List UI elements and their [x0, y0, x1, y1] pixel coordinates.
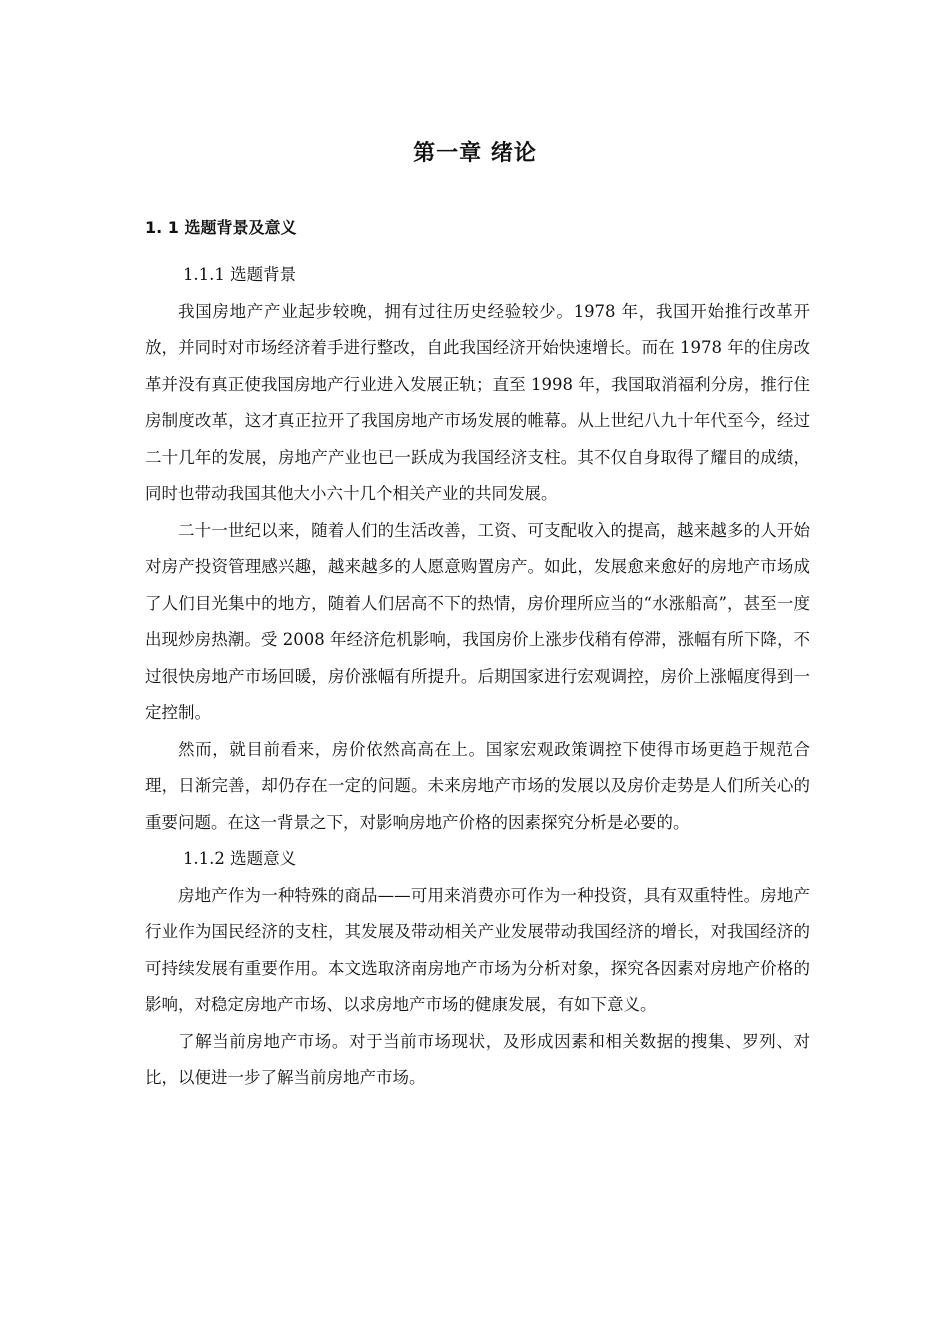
paragraph-5: 了解当前房地产市场。对于当前市场现状，及形成因素和相关数据的搜集、罗列、对比，以便进一步了解当前房地产市场。: [145, 1031, 810, 1087]
subsection-heading-background: 1.1.1 选题背景: [182, 265, 297, 284]
paragraph-1: 我国房地产产业起步较晚，拥有过往历史经验较少。1978 年，我国开始推行改革开放，并同时对市场经济着手进行整改，自此我国经济开始快速增长。而在 1978 年的住房改革并没有真正使我国房地产行业进入发展正轨；直至 1998 年，我国取消福利分房，推行住房制度改革，这才真正拉开了我国房地产市场发展的帷幕。从上世纪八九十年代至今，经过二十几年的发展，房地产产业也已一跃成为我国经济支柱。其不仅自身取得了耀目的成绩，同时也带动我国其他大小六十几个相关产业的共同发展。: [145, 301, 810, 503]
section-heading: 1. 1 选题背景及意义: [145, 218, 297, 237]
paragraph-2: 二十一世纪以来，随着人们的生活改善，工资、可支配收入的提高，越来越多的人开始对房产投资管理感兴趣，越来越多的人愿意购置房产。如此，发展愈来愈好的房地产市场成了人们目光集中的地方，随着人们居高不下的热情，房价理所应当的“水涨船高”，甚至一度出现炒房热潮。受 2008 年经济危机影响，我国房价上涨步伐稍有停滞，涨幅有所下降，不过很快房地产市场回暖，房价涨幅有所提升。后期国家进行宏观调控，房价上涨幅度得到一定控制。: [145, 520, 810, 722]
paragraph-4: 房地产作为一种特殊的商品——可用来消费亦可作为一种投资，具有双重特性。房地产行业作为国民经济的支柱，其发展及带动相关产业发展带动我国经济的增长，对我国经济的可持续发展有重要作用。本文选取济南房地产市场为分析对象，探究各因素对房地产价格的影响，对稳定房地产市场、以求房地产市场的健康发展，有如下意义。: [145, 885, 810, 1014]
subsection-heading-significance: 1.1.2 选题意义: [182, 849, 297, 868]
body-text: [145, 257, 810, 1097]
paragraph-3: 然而，就目前看来，房价依然高高在上。国家宏观政策调控下使得市场更趋于规范合理，日渐完善，却仍存在一定的问题。未来房地产市场的发展以及房价走势是人们所关心的重要问题。在这一背景之下，对影响房地产价格的因素探究分析是必要的。: [145, 739, 810, 832]
chapter-title: 第一章 绪论: [413, 141, 537, 166]
